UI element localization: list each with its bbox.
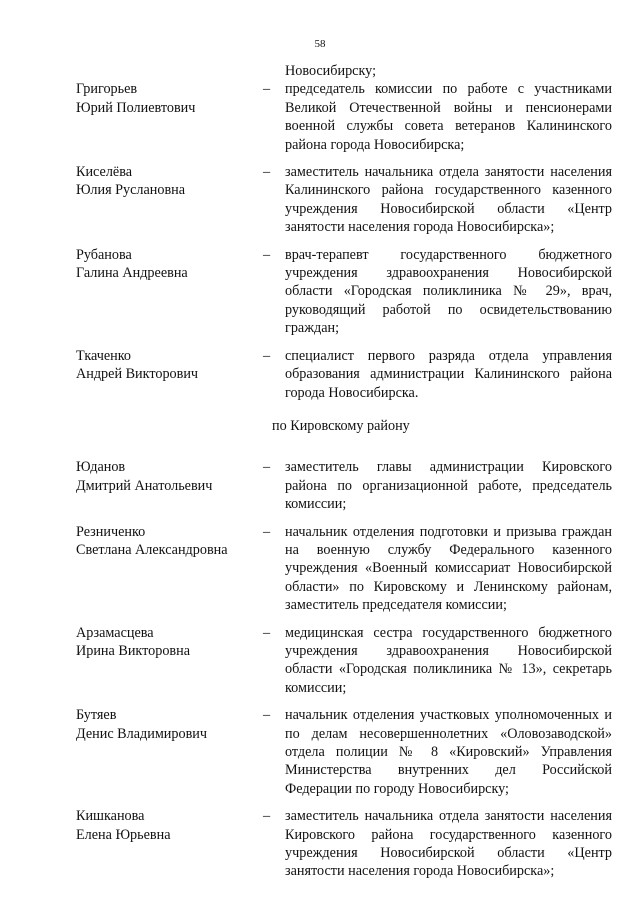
member-name [76,347,263,384]
member-given-names: Дмитрий Анатольевич [76,477,213,494]
member-surname: Бутяев [76,707,117,724]
entry-gap [76,615,616,624]
member-given-names: Ирина Викторовна [76,642,191,659]
entry-gap [76,154,616,163]
member-position: начальник отделения участковых уполномоченных и по делам несовершеннолетних «Оловозаводской» отдела полиции № 8 «Кировский» Управления Министерства внутренних дел Российской Федерации по городу Новосибирску; [285,707,612,797]
member-entry [76,163,616,237]
member-position: заместитель начальника отдела занятости населения Калининского района государственного казенного учреждения Новосибирской области «Центр занятости населения города Новосибирска»; [285,164,612,236]
dash-separator: – [263,624,271,641]
member-position: заместитель начальника отдела занятости населения Кировского района государственного казенного учреждения Новосибирской области «Центр занятости населения города Новосибирска»; [285,808,612,880]
member-entry [76,523,616,615]
entry-gap [76,338,616,347]
document-body [76,62,616,881]
member-position: начальник отделения подготовки и призыва граждан на военную службу Федерального казенного учреждения «Военный комиссариат Новосибирской области» по Кировскому и Ленинскому районам, заместитель председателя комиссии; [285,523,612,614]
member-name [76,246,263,283]
member-surname: Арзамасцева [76,624,154,641]
member-name [76,523,263,560]
dash-separator: – [263,523,271,540]
member-name [76,706,263,743]
member-surname: Кишканова [76,808,145,825]
member-name [76,624,263,661]
member-surname: Григорьев [76,81,138,98]
continuation-text: Новосибирску; [285,63,377,79]
member-position: заместитель главы администрации Кировского района по организационной работе, председатель комиссии; [285,459,612,513]
member-entry [76,246,616,338]
member-position: специалист первого разряда отдела управления образования администрации Калининского района города Новосибирска. [285,347,612,401]
member-entry [76,807,616,881]
entry-gap [76,237,616,246]
member-given-names: Юлия Руслановна [76,182,186,199]
member-given-names: Галина Андреевна [76,265,188,282]
member-name [76,80,263,117]
member-surname: Киселёва [76,164,133,181]
member-entry [76,706,616,798]
entry-gap [76,514,616,523]
member-given-names: Светлана Александровна [76,541,228,558]
member-position: медицинская сестра государственного бюджетного учреждения здравоохранения Новосибирской области «Городская поликлиника № 13», секретарь комиссии; [285,624,612,696]
dash-separator: – [263,347,271,364]
member-given-names: Андрей Викторович [76,366,199,383]
member-entry [76,458,616,513]
member-entry [76,80,616,154]
section-heading: по Кировскому району [272,417,410,434]
member-given-names: Юрий Полиевтович [76,99,196,116]
member-given-names: Елена Юрьевна [76,826,171,843]
dash-separator: – [263,81,271,98]
dash-separator: – [263,459,271,476]
dash-separator: – [263,246,271,263]
member-entry [76,624,616,698]
member-given-names: Денис Владимирович [76,725,208,742]
dash-separator: – [263,164,271,181]
member-surname: Рубанова [76,246,132,263]
entry-gap [76,798,616,807]
dash-separator: – [263,808,271,825]
member-name [76,458,263,495]
member-name [76,807,263,844]
member-name [76,163,263,200]
member-position: председатель комиссии по работе с участниками Великой Отечественной войны и пенсионерами военной службы совета ветеранов Калининского района города Новосибирска; [285,81,612,153]
member-surname: Юданов [76,459,126,476]
member-entry [76,347,616,402]
member-surname: Ткаченко [76,347,132,364]
member-surname: Резниченко [76,523,146,540]
page-number: 58 [314,38,326,50]
member-position: врач-терапевт государственного бюджетного учреждения здравоохранения Новосибирской области «Городская поликлиника № 29», врач, руководящий работой по освидетельствованию граждан; [285,246,612,337]
entry-gap [76,697,616,706]
dash-separator: – [263,707,271,724]
